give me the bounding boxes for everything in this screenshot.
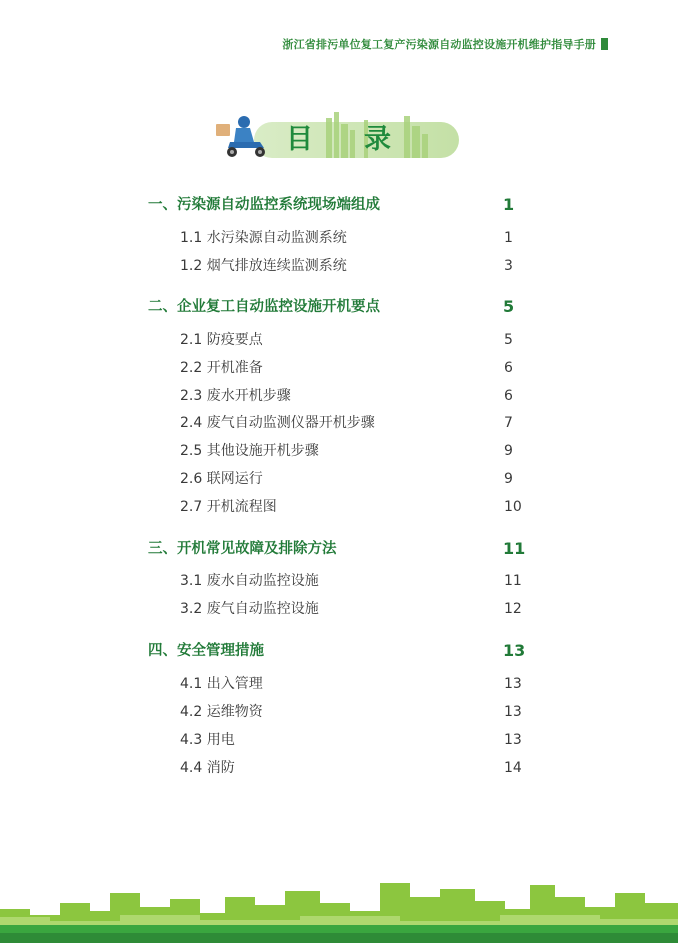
toc-subsection-page: 12 [504, 601, 522, 617]
toc-subsection-label: 4.1 出入管理 [180, 676, 263, 692]
toc-subsection-label: 1.2 烟气排放连续监测系统 [180, 258, 347, 274]
toc-subsection [0, 467, 678, 491]
toc-subsection [0, 226, 678, 250]
toc-section [0, 193, 678, 217]
toc-subsection [0, 384, 678, 408]
toc-section [0, 295, 678, 319]
toc-subsection-page: 7 [504, 415, 513, 431]
toc-subsection-page: 6 [504, 388, 513, 404]
toc-subsection-label: 4.3 用电 [180, 732, 235, 748]
toc-subsection-page: 3 [504, 258, 513, 274]
toc-subsection-page: 13 [504, 676, 522, 692]
toc-section-label: 二、企业复工自动监控设施开机要点 [148, 299, 380, 315]
toc-subsection-page: 1 [504, 230, 513, 246]
toc-subsection [0, 495, 678, 519]
toc-subsection-label: 2.7 开机流程图 [180, 499, 277, 515]
toc-section [0, 537, 678, 561]
toc-section-label: 一、污染源自动监控系统现场端组成 [148, 197, 380, 213]
toc-subsection-page: 9 [504, 471, 513, 487]
toc-subsection-page: 9 [504, 443, 513, 459]
header-accent-bar [601, 38, 608, 50]
toc-subsection [0, 728, 678, 752]
toc-subsection-page: 14 [504, 760, 522, 776]
toc-subsection-label: 4.4 消防 [180, 760, 235, 776]
toc-section-label: 三、开机常见故障及排除方法 [148, 541, 337, 557]
toc-subsection [0, 756, 678, 780]
toc-subsection [0, 439, 678, 463]
toc-subsection [0, 328, 678, 352]
toc-subsection [0, 569, 678, 593]
toc-section-page: 5 [503, 297, 515, 316]
toc-title-char-1: 目 [286, 124, 313, 155]
toc-subsection-label: 2.1 防疫要点 [180, 332, 263, 348]
toc-subsection-page: 13 [504, 704, 522, 720]
toc-subsection-label: 2.2 开机准备 [180, 360, 263, 376]
toc-subsection-page: 13 [504, 732, 522, 748]
toc-title-char-2: 录 [364, 124, 391, 155]
running-header-title: 浙江省排污单位复工复产污染源自动监控设施开机维护指导手册 [282, 38, 596, 51]
toc-subsection-label: 4.2 运维物资 [180, 704, 263, 720]
banner-graphic [214, 108, 460, 164]
toc-subsection-label: 2.4 废气自动监测仪器开机步骤 [180, 415, 375, 431]
toc-subsection-label: 2.3 废水开机步骤 [180, 388, 291, 404]
toc-subsection-page: 5 [504, 332, 513, 348]
toc-banner [214, 108, 460, 164]
toc-subsection-label: 1.1 水污染源自动监测系统 [180, 230, 347, 246]
toc-subsection-label: 2.5 其他设施开机步骤 [180, 443, 319, 459]
toc-subsection [0, 700, 678, 724]
toc-subsection-page: 6 [504, 360, 513, 376]
toc-subsection-page: 10 [504, 499, 522, 515]
toc-subsection-label: 3.2 废气自动监控设施 [180, 601, 319, 617]
toc-section-page: 11 [503, 539, 526, 558]
toc-subsection [0, 254, 678, 278]
toc-subsection [0, 411, 678, 435]
toc-subsection [0, 356, 678, 380]
toc-section [0, 639, 678, 663]
toc-subsection [0, 597, 678, 621]
toc-subsection-page: 11 [504, 573, 522, 589]
toc-subsection-label: 2.6 联网运行 [180, 471, 263, 487]
toc-subsection-label: 3.1 废水自动监控设施 [180, 573, 319, 589]
toc-section-page: 13 [503, 641, 526, 660]
toc-subsection [0, 672, 678, 696]
running-header [282, 36, 608, 52]
toc-section-label: 四、安全管理措施 [148, 643, 264, 659]
toc-section-page: 1 [503, 195, 515, 214]
skyline-footer [0, 863, 678, 943]
